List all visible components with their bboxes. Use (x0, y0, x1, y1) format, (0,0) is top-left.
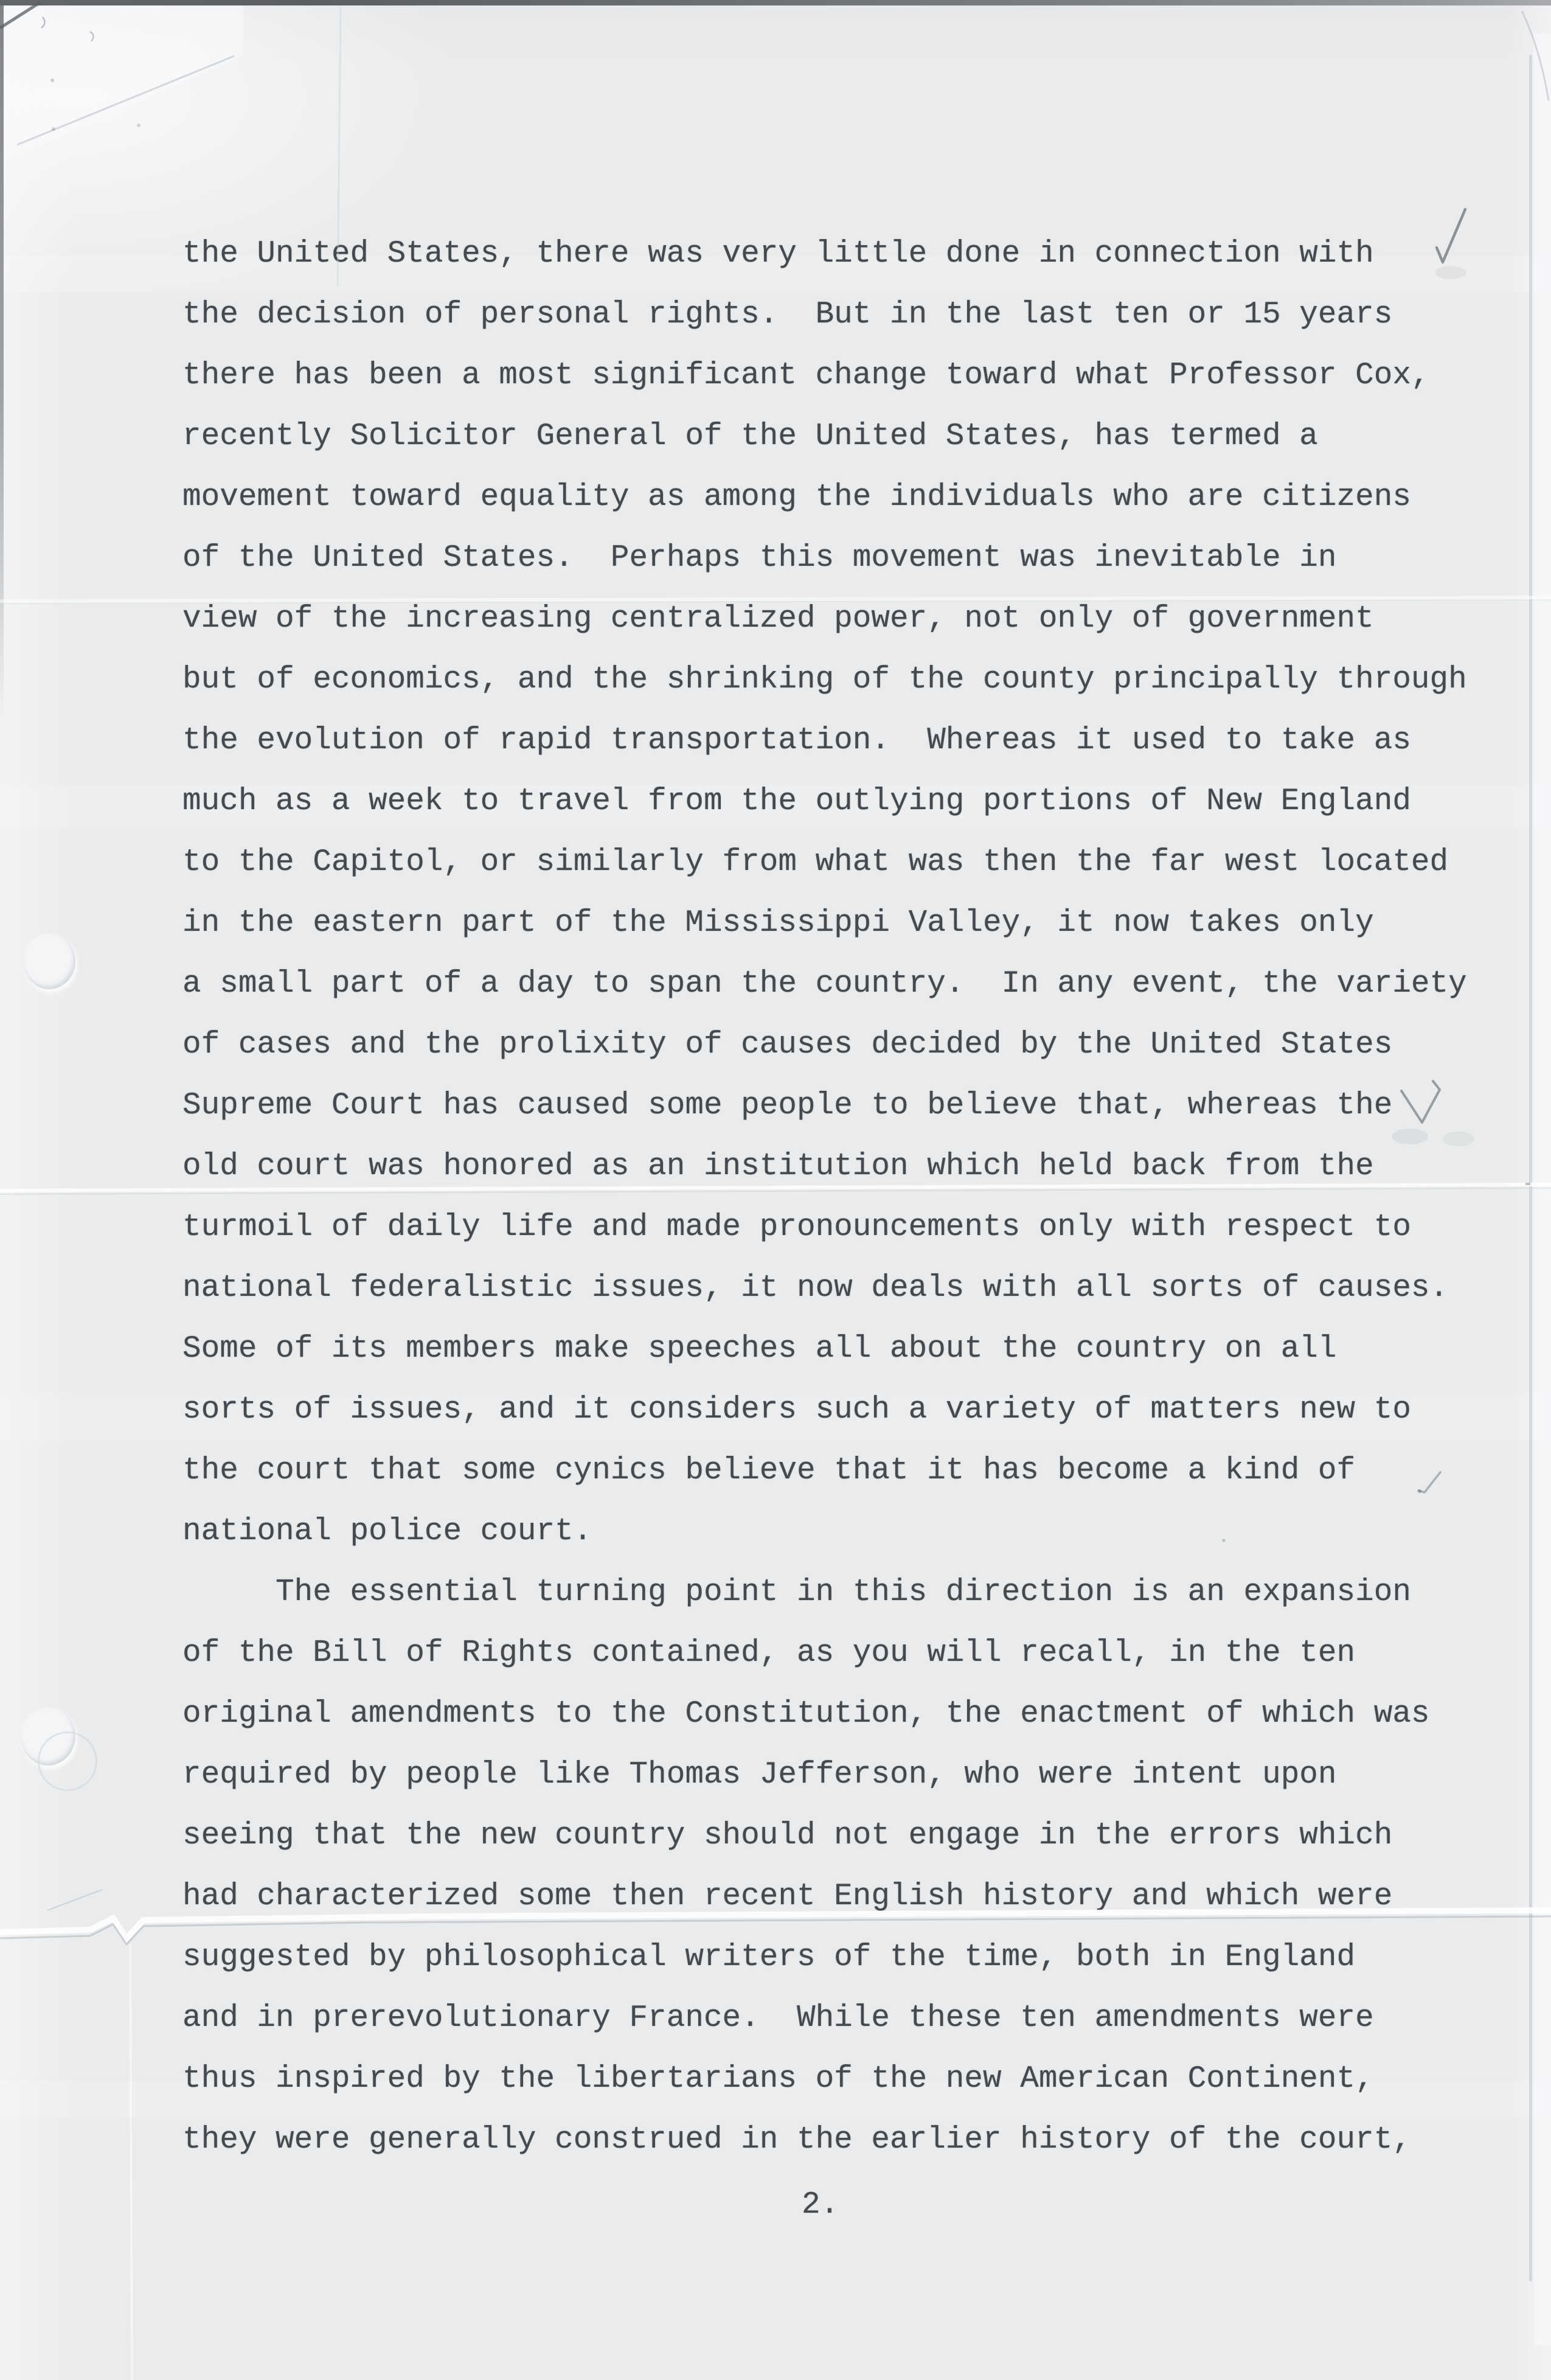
scan-left-edge (0, 2, 4, 720)
page-number: 2. (802, 2188, 839, 2222)
text-line: movement toward equality as among the individuals who are citizens (182, 480, 1411, 515)
text-line: but of economics, and the shrinking of the county principally through (182, 663, 1467, 697)
text-line: had characterized some then recent English history and which were (182, 1879, 1393, 1914)
text-line: seeing that the new country should not engage in the errors which (182, 1818, 1393, 1853)
text-line: Supreme Court has caused some people to believe that, whereas the (182, 1088, 1393, 1123)
text-line: and in prerevolutionary France. While these ten amendments were (182, 2001, 1374, 2036)
text-line: the United States, there was very little done in connection with (182, 237, 1374, 271)
text-line: required by people like Thomas Jefferson, who were intent upon (182, 1758, 1337, 1792)
text-line: of cases and the prolixity of causes decided by the United States (182, 1028, 1393, 1062)
text-line: to the Capitol, or similarly from what was then the far west located (182, 845, 1449, 880)
typewritten-text (182, 224, 1467, 2171)
text-line: turmoil of daily life and made pronouncements only with respect to (182, 1210, 1411, 1245)
punch-hole (23, 933, 75, 989)
text-line: in the eastern part of the Mississippi Valley, it now takes only (182, 906, 1374, 941)
text-line: recently Solicitor General of the United States, has termed a (182, 419, 1318, 454)
text-line: national police court. (182, 1514, 592, 1549)
text-line: original amendments to the Constitution, the enactment of which was (182, 1697, 1430, 1731)
scan-top-edge (0, 0, 1551, 5)
scan-right-edge-line (1529, 55, 1532, 2281)
text-line: suggested by philosophical writers of the time, both in England (182, 1940, 1356, 1975)
text-line: Some of its members make speeches all about the country on all (182, 1332, 1337, 1366)
text-line: The essential turning point in this direction is an expansion (182, 1575, 1411, 1610)
scan-right-edge-band (1533, 33, 1551, 2345)
text-line: there has been a most significant change toward what Professor Cox, (182, 358, 1430, 393)
text-line: of the United States. Perhaps this movement was inevitable in (182, 541, 1337, 576)
text-line: of the Bill of Rights contained, as you will recall, in the ten (182, 1636, 1356, 1671)
punch-hole-shadow (38, 1731, 97, 1791)
text-line: much as a week to travel from the outlying portions of New England (182, 784, 1411, 819)
text-line: they were generally construed in the earlier history of the court, (182, 2123, 1411, 2157)
text-line: the evolution of rapid transportation. Whereas it used to take as (182, 723, 1411, 758)
text-line: national federalistic issues, it now deals with all sorts of causes. (182, 1271, 1449, 1306)
text-line: old court was honored as an institution which held back from the (182, 1149, 1374, 1184)
text-line: view of the increasing centralized power, not only of government (182, 602, 1374, 636)
text-line: the decision of personal rights. But in the last ten or 15 years (182, 298, 1393, 332)
text-line: thus inspired by the libertarians of the new American Continent, (182, 2062, 1374, 2096)
text-line: sorts of issues, and it considers such a variety of matters new to (182, 1393, 1411, 1427)
text-line: the court that some cynics believe that it has become a kind of (182, 1453, 1356, 1488)
text-line: a small part of a day to span the country. In any event, the variety (182, 967, 1467, 1001)
